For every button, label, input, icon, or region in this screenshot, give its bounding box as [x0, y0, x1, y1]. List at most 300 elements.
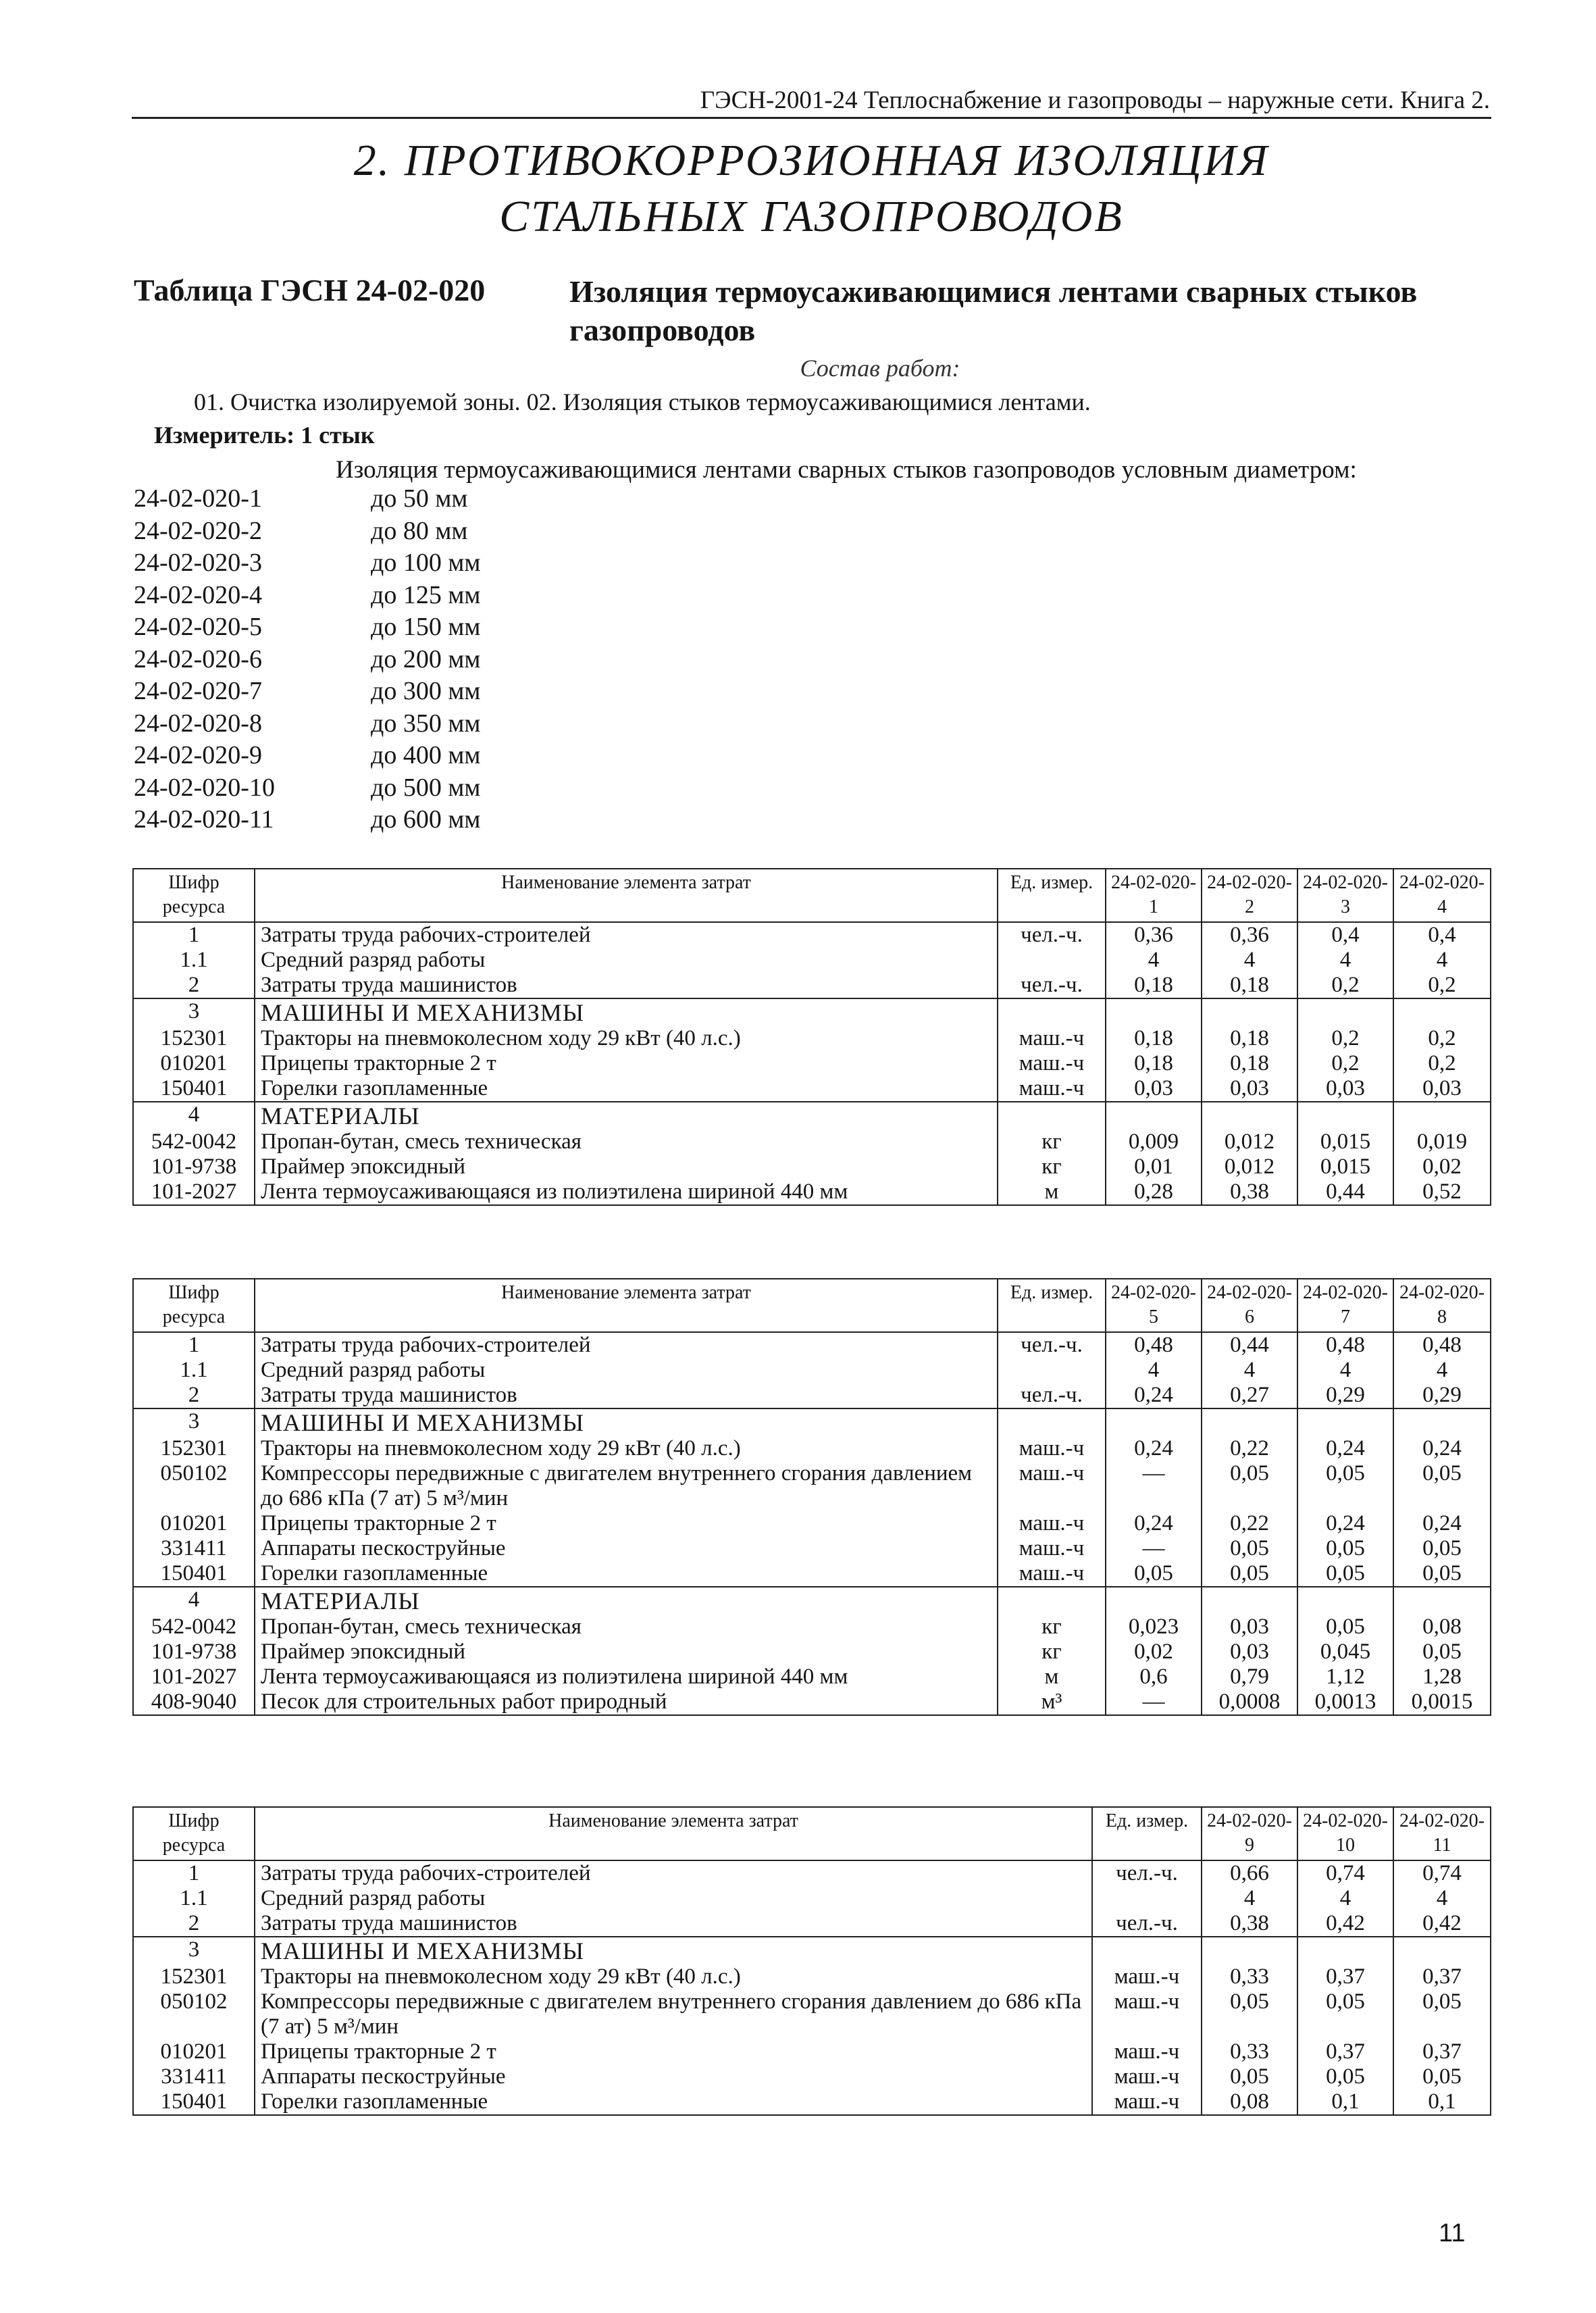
- cost-element-name: Средний разряд работы: [255, 948, 998, 973]
- variant-code: 24-02-020-9: [134, 741, 262, 769]
- norm-value: 0,24: [1106, 1511, 1202, 1536]
- group-row: [133, 998, 1491, 1026]
- norm-value: 0,37: [1297, 1964, 1393, 1989]
- norm-value: 0,01: [1106, 1154, 1202, 1179]
- variant-diameter: до 400 мм: [371, 741, 481, 769]
- table-row: [133, 1154, 1491, 1179]
- norm-value: 0,44: [1202, 1332, 1297, 1358]
- unit: [998, 1587, 1106, 1615]
- unit: маш.-ч: [998, 1511, 1106, 1536]
- norm-value: 0,2: [1297, 1051, 1393, 1076]
- group-row: [133, 1408, 1491, 1436]
- header-unit: Ед. измер.: [998, 1279, 1106, 1332]
- norm-value: 0,33: [1202, 2039, 1297, 2064]
- unit: чел.-ч.: [1092, 1860, 1202, 1886]
- table-row: [133, 1436, 1491, 1461]
- norm-value: 0,02: [1393, 1154, 1491, 1179]
- norm-value: 0,1: [1393, 2089, 1491, 2115]
- header-code: Шифр ресурса: [133, 1807, 255, 1860]
- norm-value: 0,24: [1393, 1511, 1491, 1536]
- cost-element-name: Пропан-бутан, смесь техническая: [255, 1615, 998, 1640]
- table-row: [133, 1561, 1491, 1587]
- norm-value: [1202, 998, 1297, 1026]
- norm-value: 0,24: [1106, 1436, 1202, 1461]
- variant-code: 24-02-020-6: [134, 644, 262, 673]
- resource-code: 101-2027: [133, 1179, 255, 1205]
- resource-code: 3: [133, 998, 255, 1026]
- header-variant-code: 24-02-020-6: [1202, 1279, 1297, 1332]
- norm-value: 0,29: [1297, 1383, 1393, 1408]
- norm-value: 0,05: [1297, 2064, 1393, 2089]
- group-heading: МАШИНЫ И МЕХАНИЗМЫ: [255, 998, 998, 1026]
- norm-value: 1,28: [1393, 1664, 1491, 1689]
- norm-value: 0,02: [1106, 1640, 1202, 1664]
- table-row: [133, 1860, 1491, 1886]
- cost-element-name: Средний разряд работы: [255, 1886, 1092, 1911]
- norm-value: 0,08: [1393, 1615, 1491, 1640]
- cost-element-name: Прицепы тракторные 2 т: [255, 2039, 1092, 2064]
- norm-value: [1393, 998, 1491, 1026]
- norm-value: 0,2: [1393, 1026, 1491, 1051]
- cost-element-name: Затраты труда машинистов: [255, 1911, 1092, 1937]
- cost-element-name: Затраты труда машинистов: [255, 1383, 998, 1408]
- variant-code: 24-02-020-11: [134, 805, 274, 834]
- resource-code: 1: [133, 1332, 255, 1358]
- variant-diameter: до 100 мм: [371, 549, 481, 577]
- norm-value: 4: [1297, 1886, 1393, 1911]
- unit: [1092, 1937, 1202, 1964]
- resource-code: 050102: [133, 1461, 255, 1511]
- cost-element-name: Горелки газопламенные: [255, 1076, 998, 1102]
- norm-value: 0,66: [1202, 1860, 1297, 1886]
- norm-value: 0,18: [1106, 1051, 1202, 1076]
- norm-value: [1106, 1587, 1202, 1615]
- cost-element-name: Затраты труда рабочих-строителей: [255, 922, 998, 948]
- header-name: Наименование элемента затрат: [255, 869, 998, 922]
- table-row: [133, 1511, 1491, 1536]
- table-row: [133, 922, 1491, 948]
- cost-element-name: Тракторы на пневмоколесном ходу 29 кВт (40 л.с.): [255, 1026, 998, 1051]
- norm-value: 0,0015: [1393, 1689, 1491, 1715]
- unit: кг: [998, 1129, 1106, 1154]
- cost-element-name: Компрессоры передвижные с двигателем внутреннего сгорания давлением до 686 кПа (7 ат) 5 м³/мин: [255, 1989, 1092, 2039]
- norm-value: [1202, 1408, 1297, 1436]
- norm-value: 0,03: [1202, 1615, 1297, 1640]
- norm-value: 0,4: [1393, 922, 1491, 948]
- norm-value: 4: [1297, 948, 1393, 973]
- norm-value: [1297, 1102, 1393, 1129]
- unit: маш.-ч: [998, 1026, 1106, 1051]
- unit: маш.-ч: [998, 1076, 1106, 1102]
- norm-value: 0,18: [1202, 1051, 1297, 1076]
- norm-value: 0,38: [1202, 1911, 1297, 1937]
- norm-value: 0,18: [1106, 973, 1202, 998]
- header-variant-code: 24-02-020-5: [1106, 1279, 1202, 1332]
- norm-value: 0,05: [1393, 1640, 1491, 1664]
- norm-value: 0,05: [1393, 1536, 1491, 1561]
- cost-element-name: Затраты труда машинистов: [255, 973, 998, 998]
- table-row: [133, 973, 1491, 998]
- norm-value: 0,48: [1106, 1332, 1202, 1358]
- cost-element-name: Пропан-бутан, смесь техническая: [255, 1129, 998, 1154]
- table-title: Изоляция термоусаживающимися лентами сварных стыков газопроводов: [569, 274, 1418, 347]
- norm-value: 0,2: [1393, 973, 1491, 998]
- norm-value: 0,012: [1202, 1129, 1297, 1154]
- header-variant-code: 24-02-020-4: [1393, 869, 1491, 922]
- variant-diameter: до 80 мм: [371, 516, 468, 545]
- norm-value: 0,24: [1393, 1436, 1491, 1461]
- running-header: ГЭСН-2001-24 Теплоснабжение и газопроводы – наружные сети. Книга 2.: [700, 86, 1490, 114]
- resource-code: 2: [133, 1911, 255, 1937]
- norm-value: 0,74: [1393, 1860, 1491, 1886]
- norm-value: [1393, 1102, 1491, 1129]
- norm-value: 0,03: [1202, 1640, 1297, 1664]
- norm-value: 0,27: [1202, 1383, 1297, 1408]
- unit: [998, 998, 1106, 1026]
- resource-code: 2: [133, 973, 255, 998]
- variant-diameter: до 300 мм: [371, 677, 481, 705]
- variant-diameter: до 50 мм: [371, 484, 468, 513]
- resource-code: 542-0042: [133, 1615, 255, 1640]
- variant-diameter: до 500 мм: [371, 773, 481, 802]
- norm-value: 0,44: [1297, 1179, 1393, 1205]
- table-row: [133, 948, 1491, 973]
- norm-value: 0,48: [1393, 1332, 1491, 1358]
- unit: маш.-ч: [998, 1561, 1106, 1587]
- norm-value: 4: [1202, 948, 1297, 973]
- group-row: [133, 1937, 1491, 1964]
- variant-diameter: до 125 мм: [371, 580, 481, 609]
- norm-value: [1202, 1937, 1297, 1964]
- header-variant-code: 24-02-020-8: [1393, 1279, 1491, 1332]
- norm-value: 0,045: [1297, 1640, 1393, 1664]
- norm-value: 0,05: [1393, 1561, 1491, 1587]
- norm-value: —: [1106, 1461, 1202, 1511]
- resource-code: 331411: [133, 2064, 255, 2089]
- norm-value: 4: [1393, 1358, 1491, 1383]
- norm-value: 0,37: [1393, 1964, 1491, 1989]
- norm-value: 0,33: [1202, 1964, 1297, 1989]
- header-code: Шифр ресурса: [133, 1279, 255, 1332]
- table-row: [133, 1689, 1491, 1715]
- table-row: [133, 1964, 1491, 1989]
- header-variant-code: 24-02-020-10: [1297, 1807, 1393, 1860]
- header-variant-code: 24-02-020-3: [1297, 869, 1393, 922]
- variant-code: 24-02-020-4: [134, 580, 262, 609]
- norm-value: 0,24: [1297, 1436, 1393, 1461]
- table-label: Таблица ГЭСН 24-02-020: [134, 273, 486, 307]
- norm-value: 0,74: [1297, 1860, 1393, 1886]
- norm-value: [1297, 998, 1393, 1026]
- cost-element-name: Аппараты пескоструйные: [255, 1536, 998, 1561]
- unit: чел.-ч.: [998, 1383, 1106, 1408]
- norm-value: [1393, 1587, 1491, 1615]
- norm-value: 0,79: [1202, 1664, 1297, 1689]
- norm-value: 0,18: [1106, 1026, 1202, 1051]
- unit: маш.-ч: [1092, 2039, 1202, 2064]
- cost-element-name: Горелки газопламенные: [255, 2089, 1092, 2115]
- norm-value: 0,24: [1297, 1511, 1393, 1536]
- cost-element-name: Прицепы тракторные 2 т: [255, 1511, 998, 1536]
- norm-value: 0,015: [1297, 1154, 1393, 1179]
- table-row: [133, 2089, 1491, 2115]
- table-row: [133, 1383, 1491, 1408]
- section-title-line-2: СТАЛЬНЫХ ГАЗОПРОВОДОВ: [499, 192, 1124, 241]
- unit: маш.-ч: [998, 1051, 1106, 1076]
- unit: [998, 1408, 1106, 1436]
- resource-code: 542-0042: [133, 1129, 255, 1154]
- resource-code: 152301: [133, 1964, 255, 1989]
- unit: чел.-ч.: [998, 973, 1106, 998]
- norm-value: 0,012: [1202, 1154, 1297, 1179]
- variant-code: 24-02-020-7: [134, 677, 262, 705]
- norm-value: 0,22: [1202, 1436, 1297, 1461]
- norm-value: 0,38: [1202, 1179, 1297, 1205]
- unit: кг: [998, 1615, 1106, 1640]
- norm-value: 0,0008: [1202, 1689, 1297, 1715]
- header-variant-code: 24-02-020-1: [1106, 869, 1202, 922]
- norm-value: 0,05: [1202, 1561, 1297, 1587]
- norm-value: 0,03: [1202, 1076, 1297, 1102]
- cost-element-name: Компрессоры передвижные с двигателем внутреннего сгорания давлением до 686 кПа (7 ат) 5 м³/мин: [255, 1461, 998, 1511]
- cost-element-name: Лента термоусаживающаяся из полиэтилена шириной 440 мм: [255, 1179, 998, 1205]
- norm-value: 0,03: [1297, 1076, 1393, 1102]
- header-name: Наименование элемента затрат: [255, 1279, 998, 1332]
- table-row: [133, 1026, 1491, 1051]
- norm-value: 0,05: [1202, 2064, 1297, 2089]
- header-name: Наименование элемента затрат: [255, 1807, 1092, 1860]
- header-code: Шифр ресурса: [133, 869, 255, 922]
- variants-caption: Изоляция термоусаживающимися лентами сварных стыков газопроводов условным диаметром:: [336, 456, 1357, 484]
- resource-code: 150401: [133, 1561, 255, 1587]
- table-row: [133, 2039, 1491, 2064]
- cost-element-name: Затраты труда рабочих-строителей: [255, 1860, 1092, 1886]
- unit: маш.-ч: [998, 1536, 1106, 1561]
- header-variant-code: 24-02-020-2: [1202, 869, 1297, 922]
- norm-value: 0,05: [1297, 1536, 1393, 1561]
- resource-code: 152301: [133, 1026, 255, 1051]
- resource-code: 010201: [133, 1511, 255, 1536]
- table-row: [133, 1358, 1491, 1383]
- header-variant-code: 24-02-020-11: [1393, 1807, 1491, 1860]
- norm-value: 0,36: [1202, 922, 1297, 948]
- norm-value: 0,05: [1106, 1561, 1202, 1587]
- resource-code: 152301: [133, 1436, 255, 1461]
- norm-value: 0,05: [1297, 1615, 1393, 1640]
- unit: [998, 948, 1106, 973]
- norm-value: [1202, 1587, 1297, 1615]
- unit: маш.-ч: [998, 1461, 1106, 1511]
- norm-value: 4: [1106, 948, 1202, 973]
- norm-value: 0,05: [1393, 2064, 1491, 2089]
- norm-value: 0,2: [1297, 1026, 1393, 1051]
- norm-value: 4: [1393, 948, 1491, 973]
- table-row: [133, 1129, 1491, 1154]
- group-heading: МАШИНЫ И МЕХАНИЗМЫ: [255, 1408, 998, 1436]
- table-row: [133, 1332, 1491, 1358]
- norm-value: 0,42: [1393, 1911, 1491, 1937]
- variant-code: 24-02-020-8: [134, 709, 262, 738]
- unit: маш.-ч: [1092, 1964, 1202, 1989]
- resource-code: 101-9738: [133, 1640, 255, 1664]
- unit: м: [998, 1179, 1106, 1205]
- resource-code: 4: [133, 1587, 255, 1615]
- norm-value: 0,03: [1106, 1076, 1202, 1102]
- table-row: [133, 1076, 1491, 1102]
- cost-element-name: Праймер эпоксидный: [255, 1154, 998, 1179]
- norm-value: 0,52: [1393, 1179, 1491, 1205]
- norm-value: 4: [1202, 1886, 1297, 1911]
- norm-value: 0,05: [1297, 1461, 1393, 1511]
- unit: [998, 1102, 1106, 1129]
- table-row: [133, 1911, 1491, 1937]
- resource-code: 1.1: [133, 1886, 255, 1911]
- header-variant-code: 24-02-020-7: [1297, 1279, 1393, 1332]
- table-row: [133, 1615, 1491, 1640]
- norm-value: 0,37: [1393, 2039, 1491, 2064]
- norm-value: [1297, 1937, 1393, 1964]
- norm-value: 0,08: [1202, 2089, 1297, 2115]
- header-unit: Ед. измер.: [998, 869, 1106, 922]
- norm-value: 0,6: [1106, 1664, 1202, 1689]
- resource-code: 2: [133, 1383, 255, 1408]
- unit: маш.-ч: [1092, 2089, 1202, 2115]
- norm-value: 0,24: [1106, 1383, 1202, 1408]
- section-title-line-1: 2. ПРОТИВОКОРРОЗИОННАЯ ИЗОЛЯЦИЯ: [353, 136, 1270, 185]
- norm-value: 0,42: [1297, 1911, 1393, 1937]
- norm-value: [1106, 1408, 1202, 1436]
- group-heading: МАШИНЫ И МЕХАНИЗМЫ: [255, 1937, 1092, 1964]
- norm-value: 4: [1297, 1358, 1393, 1383]
- unit: маш.-ч: [1092, 1989, 1202, 2039]
- resource-code: 3: [133, 1408, 255, 1436]
- norm-value: —: [1106, 1689, 1202, 1715]
- norm-value: 0,05: [1393, 1461, 1491, 1511]
- table-row: [133, 1536, 1491, 1561]
- norm-value: 4: [1393, 1886, 1491, 1911]
- norm-value: 0,023: [1106, 1615, 1202, 1640]
- norm-value: [1297, 1408, 1393, 1436]
- norm-value: 0,03: [1393, 1076, 1491, 1102]
- cost-element-name: Тракторы на пневмоколесном ходу 29 кВт (40 л.с.): [255, 1964, 1092, 1989]
- page-number: 11: [1439, 2219, 1466, 2247]
- resource-code: 1.1: [133, 948, 255, 973]
- resource-code: 150401: [133, 1076, 255, 1102]
- cost-element-name: Средний разряд работы: [255, 1358, 998, 1383]
- norm-value: 0,019: [1393, 1129, 1491, 1154]
- cost-element-name: Праймер эпоксидный: [255, 1640, 998, 1664]
- variant-diameter: до 600 мм: [371, 805, 481, 834]
- table-header-row: [133, 869, 1491, 922]
- measurement-unit: Измеритель: 1 стык: [154, 422, 375, 449]
- norm-value: [1393, 1937, 1491, 1964]
- norm-value: 0,4: [1297, 922, 1393, 948]
- resource-code: 1.1: [133, 1358, 255, 1383]
- unit: чел.-ч.: [998, 1332, 1106, 1358]
- resource-code: 331411: [133, 1536, 255, 1561]
- cost-element-name: Затраты труда рабочих-строителей: [255, 1332, 998, 1358]
- norm-value: 0,05: [1202, 1536, 1297, 1561]
- variant-code: 24-02-020-1: [134, 484, 262, 513]
- cost-element-name: Аппараты пескоструйные: [255, 2064, 1092, 2089]
- resource-code: 010201: [133, 1051, 255, 1076]
- unit: [998, 1358, 1106, 1383]
- resource-code: 1: [133, 922, 255, 948]
- table-header-row: [133, 1279, 1491, 1332]
- work-composition-label: Состав работ:: [800, 355, 960, 382]
- unit: м: [998, 1664, 1106, 1689]
- norm-value: 0,05: [1202, 1989, 1297, 2039]
- variant-diameter: до 150 мм: [371, 613, 481, 641]
- norm-value: 0,36: [1106, 922, 1202, 948]
- header-variant-code: 24-02-020-9: [1202, 1807, 1297, 1860]
- variant-code: 24-02-020-3: [134, 549, 262, 577]
- norm-value: 0,009: [1106, 1129, 1202, 1154]
- table-row: [133, 1664, 1491, 1689]
- norm-table-3: [132, 1806, 1491, 2116]
- variant-diameter: до 350 мм: [371, 709, 481, 738]
- resource-code: 150401: [133, 2089, 255, 2115]
- resource-code: 1: [133, 1860, 255, 1886]
- unit: чел.-ч.: [998, 922, 1106, 948]
- norm-value: 0,48: [1297, 1332, 1393, 1358]
- norm-value: 0,2: [1297, 973, 1393, 998]
- norm-value: 0,2: [1393, 1051, 1491, 1076]
- norm-table-2: [132, 1278, 1491, 1716]
- norm-value: [1202, 1102, 1297, 1129]
- unit: [1092, 1886, 1202, 1911]
- norm-value: 4: [1202, 1358, 1297, 1383]
- table-row: [133, 1179, 1491, 1205]
- group-heading: МАТЕРИАЛЫ: [255, 1102, 998, 1129]
- header-unit: Ед. измер.: [1092, 1807, 1202, 1860]
- unit: м³: [998, 1689, 1106, 1715]
- norm-value: [1106, 1102, 1202, 1129]
- norm-value: 0,05: [1297, 1561, 1393, 1587]
- norm-value: 0,0013: [1297, 1689, 1393, 1715]
- resource-code: 101-9738: [133, 1154, 255, 1179]
- norm-value: 0,29: [1393, 1383, 1491, 1408]
- cost-element-name: Горелки газопламенные: [255, 1561, 998, 1587]
- variant-code: 24-02-020-2: [134, 516, 262, 545]
- variant-code: 24-02-020-5: [134, 613, 262, 641]
- norm-value: [1393, 1408, 1491, 1436]
- norm-value: 1,12: [1297, 1664, 1393, 1689]
- table-row: [133, 1051, 1491, 1076]
- cost-element-name: Лента термоусаживающаяся из полиэтилена шириной 440 мм: [255, 1664, 998, 1689]
- norm-value: 0,18: [1202, 1026, 1297, 1051]
- norm-value: [1297, 1587, 1393, 1615]
- table-row: [133, 2064, 1491, 2089]
- norm-value: 0,05: [1393, 1989, 1491, 2039]
- header-rule: [132, 117, 1491, 119]
- norm-value: 0,05: [1202, 1461, 1297, 1511]
- variant-diameter: до 200 мм: [371, 644, 481, 673]
- work-composition-text: 01. Очистка изолируемой зоны. 02. Изоляция стыков термоусаживающимися лентами.: [194, 388, 1091, 415]
- cost-element-name: Песок для строительных работ природный: [255, 1689, 998, 1715]
- norm-value: 4: [1106, 1358, 1202, 1383]
- norm-value: 0,05: [1297, 1989, 1393, 2039]
- group-row: [133, 1102, 1491, 1129]
- table-row: [133, 1640, 1491, 1664]
- resource-code: 050102: [133, 1989, 255, 2039]
- unit: кг: [998, 1640, 1106, 1664]
- group-heading: МАТЕРИАЛЫ: [255, 1587, 998, 1615]
- table-header-row: [133, 1807, 1491, 1860]
- table-row: [133, 1989, 1491, 2039]
- cost-element-name: Тракторы на пневмоколесном ходу 29 кВт (40 л.с.): [255, 1436, 998, 1461]
- unit: кг: [998, 1154, 1106, 1179]
